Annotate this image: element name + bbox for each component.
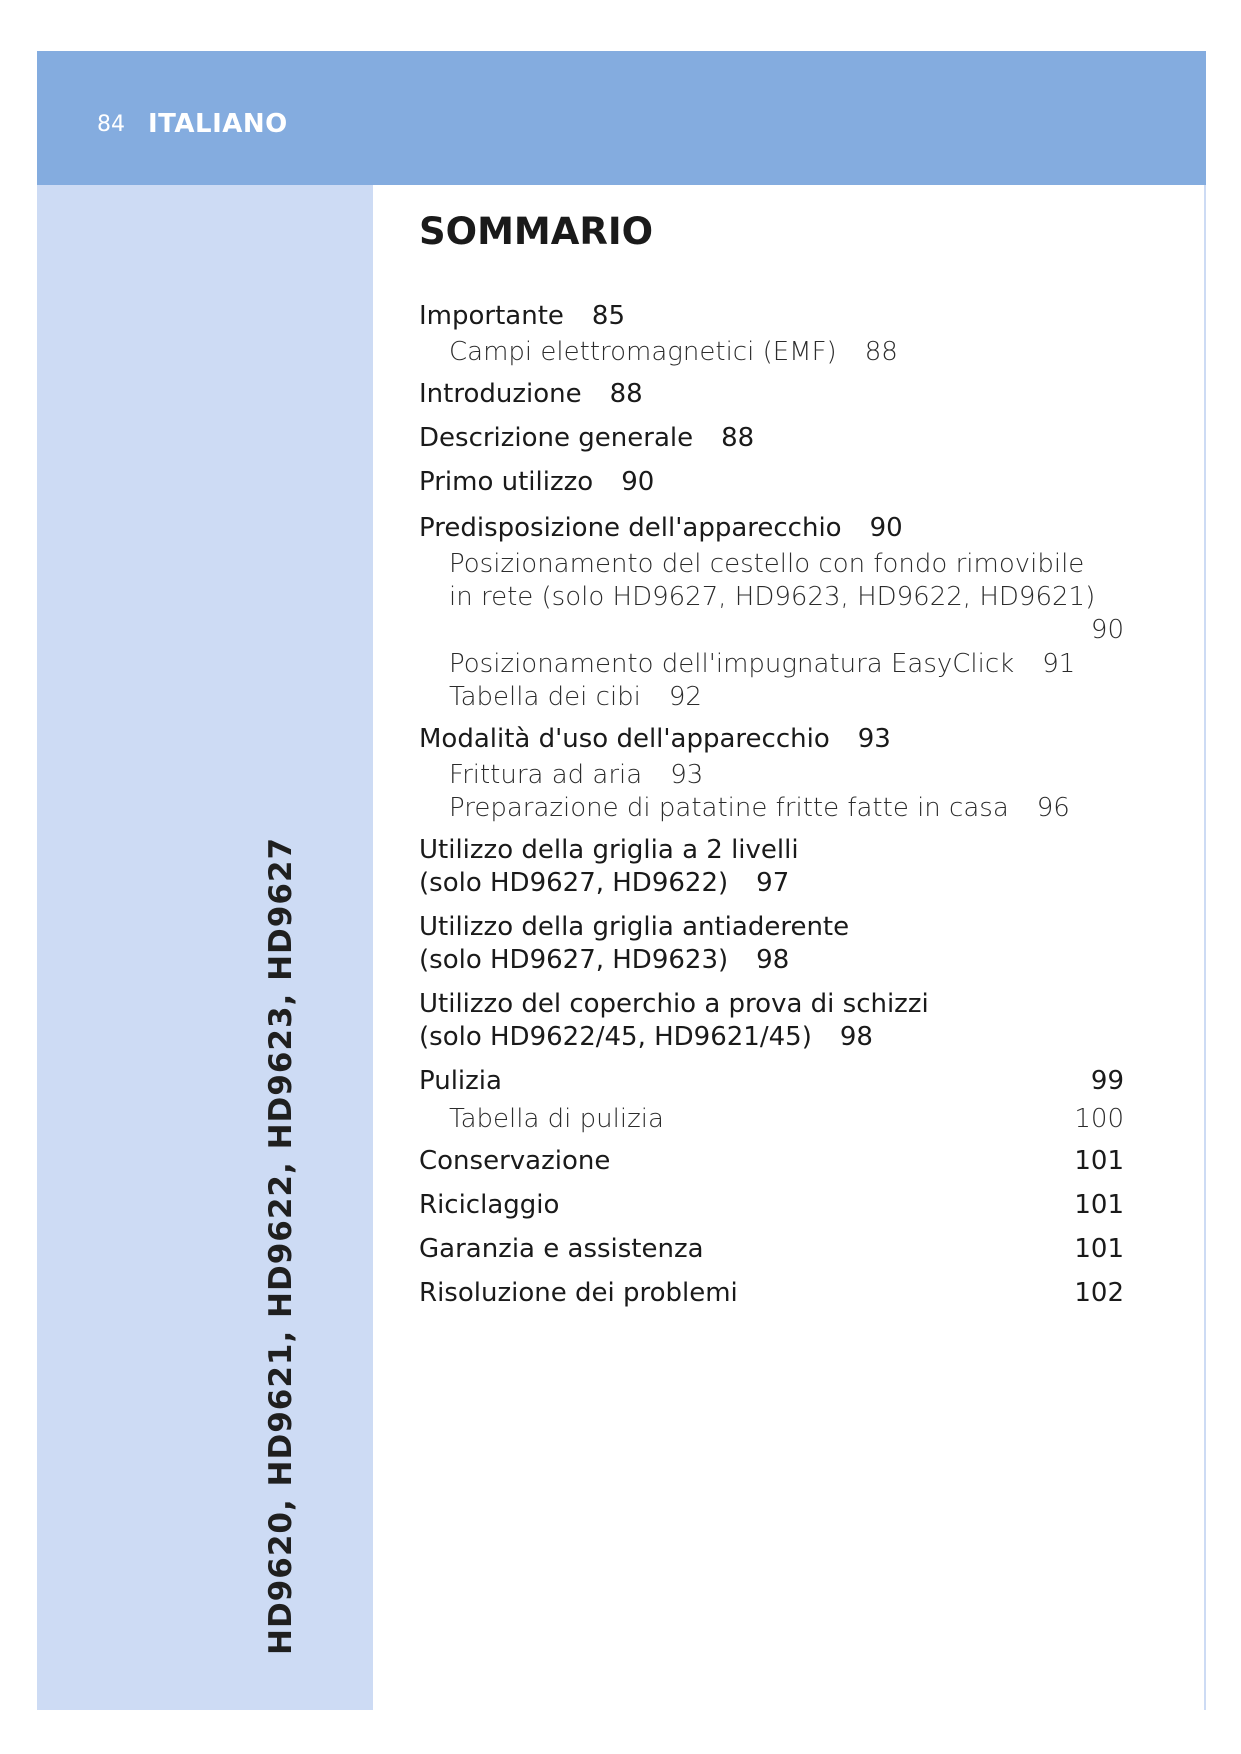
- toc-entry-tabella-cibi[interactable]: [449, 681, 1124, 714]
- toc-entry-label: Predisposizione dell'apparecchio: [419, 513, 842, 543]
- toc-entry-label: Campi elettromagnetici (EMF): [449, 337, 837, 367]
- toc-entry-page: 96: [1036, 793, 1070, 823]
- toc-entry-posizionamento-cestello[interactable]: [449, 548, 1124, 648]
- header-bar: [37, 51, 1206, 185]
- toc-entry-page: 85: [591, 301, 625, 331]
- toc-entry-page: 97: [756, 868, 790, 898]
- toc-entry-label-line1: Utilizzo della griglia a 2 livelli: [419, 835, 799, 865]
- toc-entry-garanzia[interactable]: [419, 1233, 1124, 1266]
- toc-entry-page: 101: [1074, 1146, 1124, 1176]
- toc-entry-predisposizione[interactable]: [419, 512, 1124, 545]
- toc-entry-label-line1: Utilizzo della griglia antiaderente: [419, 912, 850, 942]
- toc-entry-label: Tabella dei cibi: [449, 682, 641, 712]
- toc-entry-label-line2: in rete (solo HD9627, HD9623, HD9622, HD9621): [449, 582, 1096, 612]
- toc-entry-label: Importante: [419, 301, 564, 331]
- toc-entry-label: Garanzia e assistenza: [419, 1234, 704, 1264]
- side-panel: [37, 185, 373, 1710]
- toc-entry-page: 90: [621, 467, 655, 497]
- toc-entry-label-line2: (solo HD9627, HD9623): [419, 945, 729, 975]
- toc-entry-riciclaggio[interactable]: [419, 1189, 1124, 1222]
- toc-entry-primo-utilizzo[interactable]: [419, 466, 1124, 499]
- toc-entry-page: 93: [857, 724, 891, 754]
- toc-entry-label-line1: Posizionamento del cestello con fondo rimovibile: [449, 549, 1085, 579]
- toc-entry-label: Posizionamento dell'impugnatura EasyClick: [449, 649, 1015, 679]
- toc-entry-page: 88: [609, 379, 643, 409]
- toc-entry-griglia-2-livelli[interactable]: [419, 834, 1124, 900]
- toc-entry-label: Tabella di pulizia: [449, 1104, 664, 1134]
- toc-entry-label: Primo utilizzo: [419, 467, 594, 497]
- language-label: ITALIANO: [148, 109, 288, 139]
- toc-entry-campi-emf[interactable]: [449, 336, 1124, 369]
- toc-entry-label: Preparazione di patatine fritte fatte in casa: [449, 793, 1009, 823]
- toc-entry-patatine-fritte[interactable]: [449, 792, 1124, 825]
- toc-entry-page: 88: [864, 337, 898, 367]
- toc-entry-page: 91: [1042, 649, 1076, 679]
- toc-entry-conservazione[interactable]: [419, 1145, 1124, 1178]
- toc-entry-risoluzione[interactable]: [419, 1277, 1124, 1310]
- toc-entry-page: 102: [1074, 1278, 1124, 1308]
- toc-entry-griglia-antiaderente[interactable]: [419, 911, 1124, 977]
- toc-title: SOMMARIO: [419, 210, 654, 253]
- toc-entry-impugnatura-easyclick[interactable]: [449, 648, 1124, 681]
- toc-entry-label: Descrizione generale: [419, 423, 694, 453]
- toc-entry-label: Pulizia: [419, 1066, 502, 1096]
- model-list-vertical: HD9620, HD9621, HD9622, HD9623, HD9627: [263, 836, 299, 1655]
- toc-entry-page: 93: [670, 760, 704, 790]
- toc-entry-coperchio-schizzi[interactable]: [419, 988, 1124, 1054]
- toc-entry-label-line1: Utilizzo del coperchio a prova di schizzi: [419, 989, 929, 1019]
- toc-entry-modalita-uso[interactable]: [419, 723, 1124, 756]
- toc-entry-descrizione[interactable]: [419, 422, 1124, 455]
- toc-entry-page: 90: [1090, 615, 1124, 645]
- toc-entry-label: Conservazione: [419, 1146, 611, 1176]
- toc-entry-page: 98: [756, 945, 790, 975]
- toc-entry-page: 99: [1090, 1066, 1124, 1096]
- toc-entry-introduzione[interactable]: [419, 378, 1124, 411]
- toc-entry-label-line2: (solo HD9627, HD9622): [419, 868, 729, 898]
- toc-entry-label: Risoluzione dei problemi: [419, 1278, 738, 1308]
- toc-entry-label: Modalità d'uso dell'apparecchio: [419, 724, 830, 754]
- toc-entry-page: 101: [1074, 1190, 1124, 1220]
- right-rule: [1204, 185, 1206, 1710]
- toc-entry-label-line2: (solo HD9622/45, HD9621/45): [419, 1022, 812, 1052]
- toc-entry-label: Introduzione: [419, 379, 582, 409]
- toc-entry-page: 98: [839, 1022, 873, 1052]
- toc-entry-frittura-aria[interactable]: [449, 759, 1124, 792]
- toc-entry-page: 100: [1074, 1104, 1124, 1134]
- toc-entry-tabella-pulizia[interactable]: [449, 1103, 1124, 1136]
- toc-entry-importante[interactable]: [419, 300, 1124, 333]
- toc-entry-label: Riciclaggio: [419, 1190, 560, 1220]
- toc-entry-page: 88: [721, 423, 755, 453]
- toc-entry-label: Frittura ad aria: [449, 760, 643, 790]
- toc-entry-pulizia[interactable]: [419, 1065, 1124, 1098]
- toc-entry-page: 92: [668, 682, 702, 712]
- toc-entry-page: 90: [869, 513, 903, 543]
- page-number: 84: [97, 112, 125, 137]
- toc-entry-page: 101: [1074, 1234, 1124, 1264]
